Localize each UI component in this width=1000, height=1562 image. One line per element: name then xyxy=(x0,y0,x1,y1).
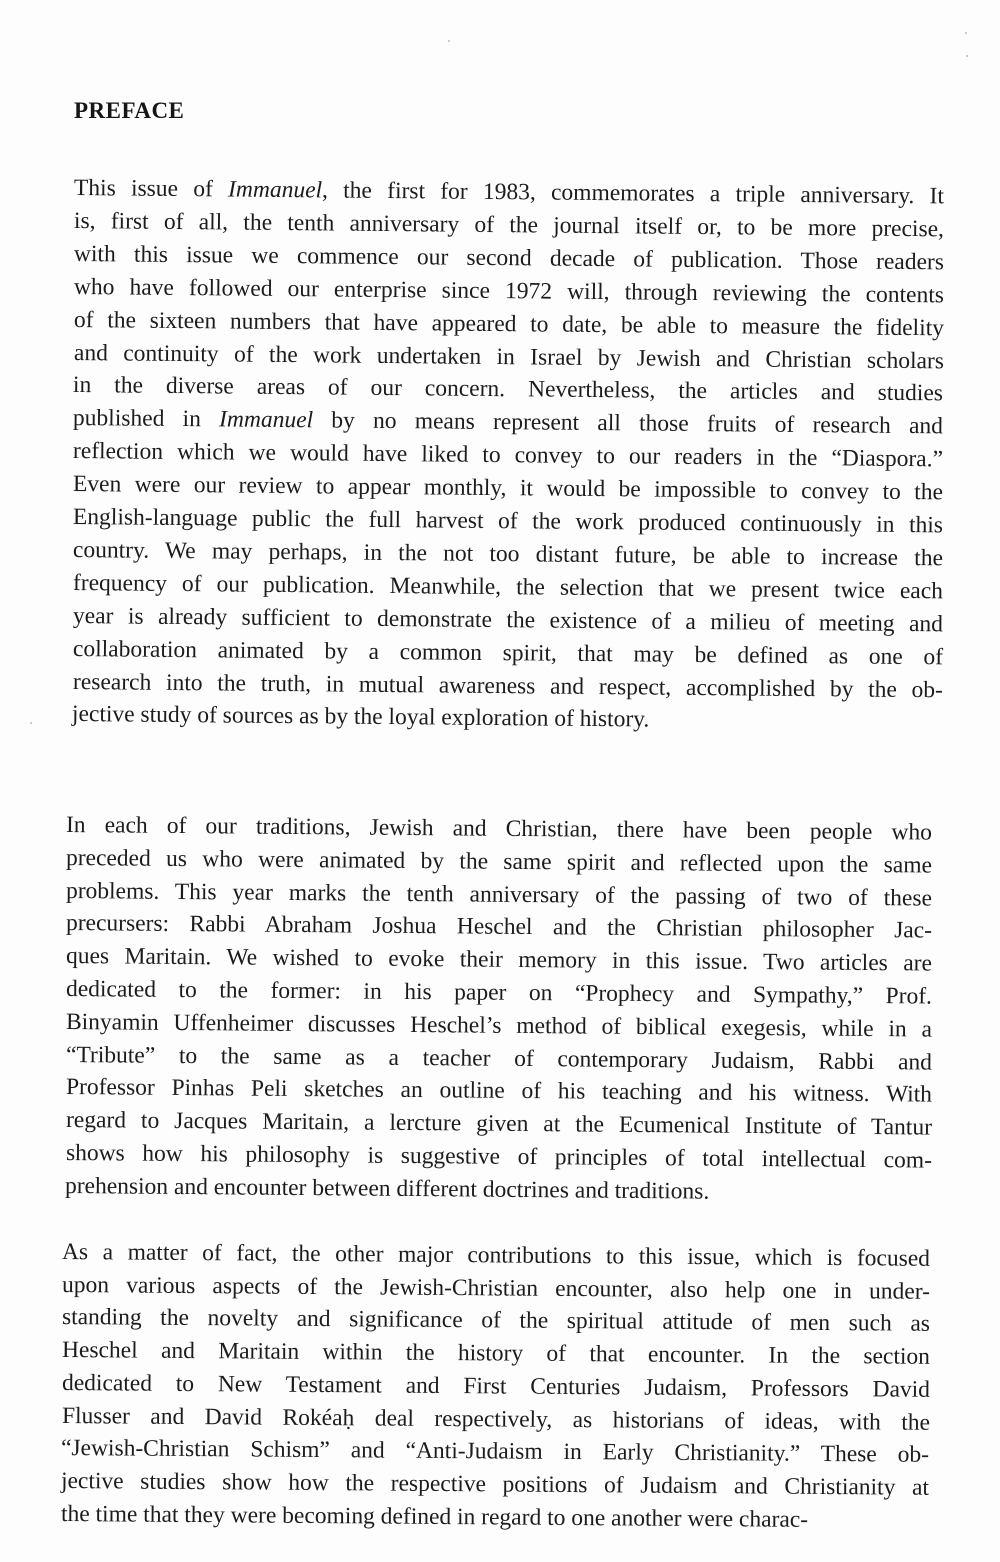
journal-title-italic: Immanuel xyxy=(219,406,314,434)
text-line: in the diverse areas of our concern. Nevertheless, the articles and studies xyxy=(73,372,944,407)
text-line: reflection which we would have liked to convey to our readers in the “Diaspora.” xyxy=(73,438,944,473)
page-heading: PREFACE xyxy=(74,98,185,123)
text-line: frequency of our publication. Meanwhile, the selection that we present twice each xyxy=(72,569,943,605)
text-line: Heschel and Maritain within the history of that encounter. In the section xyxy=(61,1337,930,1370)
text-line: English-language public the full harvest of the work produced continuously in this xyxy=(72,504,944,539)
text-line: Flusser and David Rokéaḥ deal respectively, as historians of ideas, with the xyxy=(61,1402,930,1436)
text-line: standing the novelty and significance of the spiritual attitude of men such as xyxy=(61,1304,930,1338)
text-line: the time that they were becoming defined in regard to one another were charac- xyxy=(61,1500,809,1533)
scan-speck xyxy=(30,722,32,724)
text-line: is, first of all, the tenth anniversary of the journal itself or, to be more precise, xyxy=(73,207,944,243)
text-line: year is already sufficient to demonstrate the existence of a milieu of meeting and xyxy=(72,602,943,638)
scan-speck xyxy=(966,55,968,57)
text-segment: published in xyxy=(73,405,220,433)
text-line xyxy=(73,403,943,441)
text-line: “Jewish-Christian Schism” and “Anti-Judaism in Early Christianity.” These ob- xyxy=(61,1435,930,1469)
text-line xyxy=(74,173,944,211)
text-line: precursers: Rabbi Abraham Joshua Heschel and the Christian philosopher Jac- xyxy=(65,910,932,944)
text-line: research into the truth, in mutual awareness and respect, accomplished by the ob- xyxy=(72,668,943,703)
text-line: Binyamin Uffenheimer discusses Heschel’s method of biblical exegesis, while in a xyxy=(65,1008,932,1043)
text-line: As a matter of fact, the other major contributions to this issue, which is focused xyxy=(61,1239,931,1272)
text-line: of the sixteen numbers that have appeared to date, be able to measure the fidelity xyxy=(73,306,944,341)
text-segment: by no means represent all those fruits of research and xyxy=(313,407,944,440)
text-line: Even were our review to appear monthly, it would be impossible to convey to the xyxy=(72,471,944,506)
text-line: Professor Pinhas Peli sketches an outline of his teaching and his witness. With xyxy=(65,1074,932,1108)
text-line: In each of our traditions, Jewish and Christian, there have been people who xyxy=(65,812,933,846)
text-line: problems. This year marks the tenth anniversary of the passing of two of these xyxy=(65,877,932,912)
text-line: who have followed our enterprise since 1972 will, through reviewing the contents xyxy=(73,273,944,309)
text-line: jective study of sources as by the loyal exploration of history. xyxy=(72,701,650,733)
text-line: jective studies show how the respective positions of Judaism and Christianity at xyxy=(61,1467,930,1501)
text-line: dedicated to the former: in his paper on “Prophecy and Sympathy,” Prof. xyxy=(65,976,932,1010)
journal-title-italic: Immanuel xyxy=(227,176,323,204)
text-line: “Tribute” to the same as a teacher of contemporary Judaism, Rabbi and xyxy=(65,1041,932,1076)
text-line: prehension and encounter between different doctrines and traditions. xyxy=(65,1172,710,1205)
text-line: regard to Jacques Maritain, a lercture given at the Ecumenical Institute of Tantur xyxy=(65,1107,932,1141)
text-line: dedicated to New Testament and First Centuries Judaism, Professors David xyxy=(61,1369,930,1403)
text-line: upon various aspects of the Jewish-Christian encounter, also help one in under- xyxy=(61,1271,930,1305)
scan-speck xyxy=(448,40,450,42)
text-line: and continuity of the work undertaken in Israel by Jewish and Christian scholars xyxy=(73,339,944,374)
scan-speck xyxy=(965,32,967,34)
text-segment: , the first for 1983, commemorates a triple anniversary. It xyxy=(321,177,945,210)
text-line: collaboration animated by a common spirit, that may be defined as one of xyxy=(72,635,943,670)
text-line: with this issue we commence our second decade of publication. Those readers xyxy=(73,240,944,276)
text-line: preceded us who were animated by the same spirit and reflected upon the same xyxy=(65,844,933,879)
text-line: shows how his philosophy is suggestive of principles of total intellectual com- xyxy=(65,1140,932,1174)
text-line: ques Maritain. We wished to evoke their memory in this issue. Two articles are xyxy=(65,943,932,977)
text-segment: This issue of xyxy=(73,175,229,203)
text-line: country. We may perhaps, in the not too distant future, be able to increase the xyxy=(72,536,943,572)
